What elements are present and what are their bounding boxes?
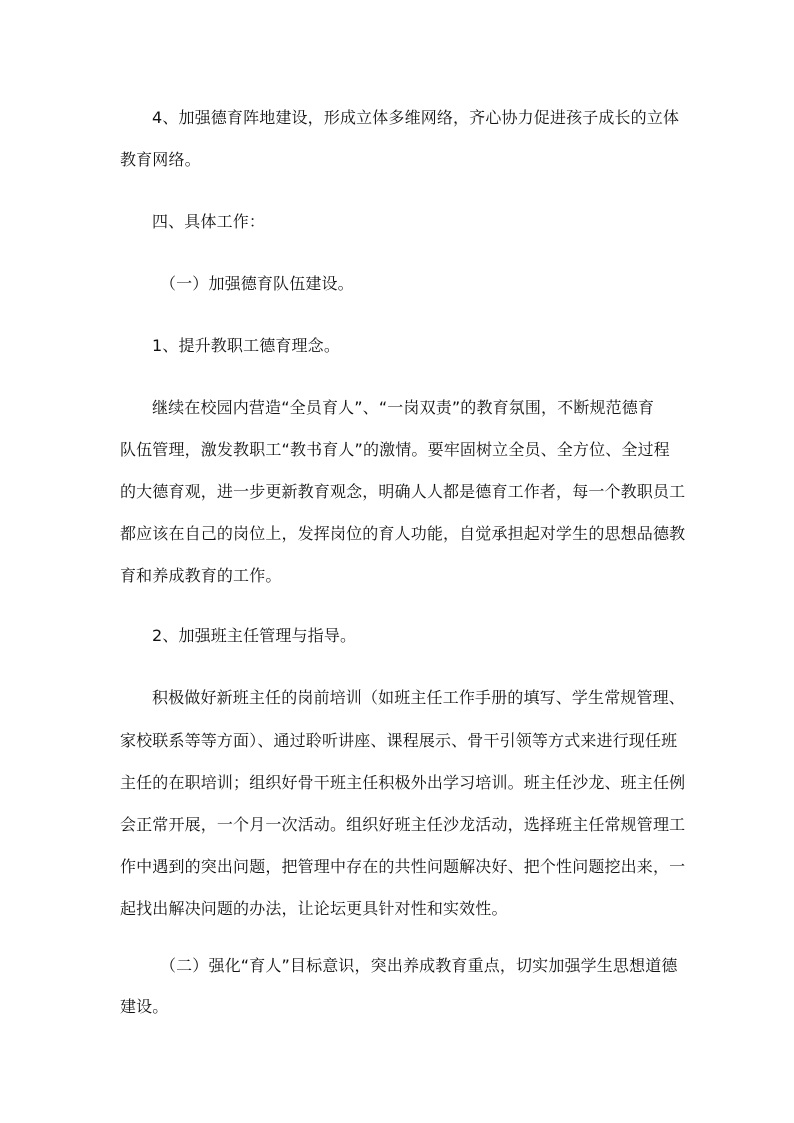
paragraph-line: 作中遇到的突出问题，把管理中存在的共性问题解决好、把个性问题挖出来，一 xyxy=(120,857,686,876)
subsection-heading: （二）强化“育人”目标意识，突出养成教育重点，切实加强学生思想道德 xyxy=(160,956,678,975)
paragraph-line: 积极做好新班主任的岗前培训（如班主任工作手册的填写、学生常规管理、 xyxy=(152,688,685,707)
paragraph-line: 继续在校园内营造“全员育人”、“一岗双责”的教育氛围，不断规范德育 xyxy=(152,398,655,417)
paragraph-line: 的大德育观，进一步更新教育观念，明确人人都是德育工作者，每一个教职员工 xyxy=(120,482,686,501)
paragraph-line: 主任的在职培训；组织好骨干班主任积极外出学习培训。班主任沙龙、班主任例 xyxy=(120,773,686,792)
paragraph-line: 都应该在自己的岗位上，发挥岗位的育人功能，自觉承担起对学生的思想品德教 xyxy=(120,524,686,543)
paragraph-line: 教育网络。 xyxy=(120,150,201,169)
paragraph-line: 会正常开展，一个月一次活动。组织好班主任沙龙活动，选择班主任常规管理工 xyxy=(120,815,686,834)
subsection-heading: （一）加强德育队伍建设。 xyxy=(160,274,354,293)
item-heading: 1、提升教职工德育理念。 xyxy=(152,336,340,355)
paragraph-line: 育和养成教育的工作。 xyxy=(120,566,282,585)
paragraph-line: 队伍管理，激发教职工“教书育人”的激情。要牢固树立全员、全方位、全过程 xyxy=(120,440,670,459)
item-heading: 2、加强班主任管理与指导。 xyxy=(152,626,357,645)
paragraph-line: 起找出解决问题的办法，让论坛更具针对性和实效性。 xyxy=(120,899,508,918)
paragraph-line: 家校联系等等方面）、通过聆听讲座、课程展示、骨干引领等方式来进行现任班 xyxy=(120,731,678,750)
paragraph-line: 4、加强德育阵地建设，形成立体多维网络，齐心协力促进孩子成长的立体 xyxy=(152,108,680,127)
section-heading: 四、具体工作： xyxy=(152,212,266,231)
paragraph-line: 建设。 xyxy=(120,997,169,1016)
